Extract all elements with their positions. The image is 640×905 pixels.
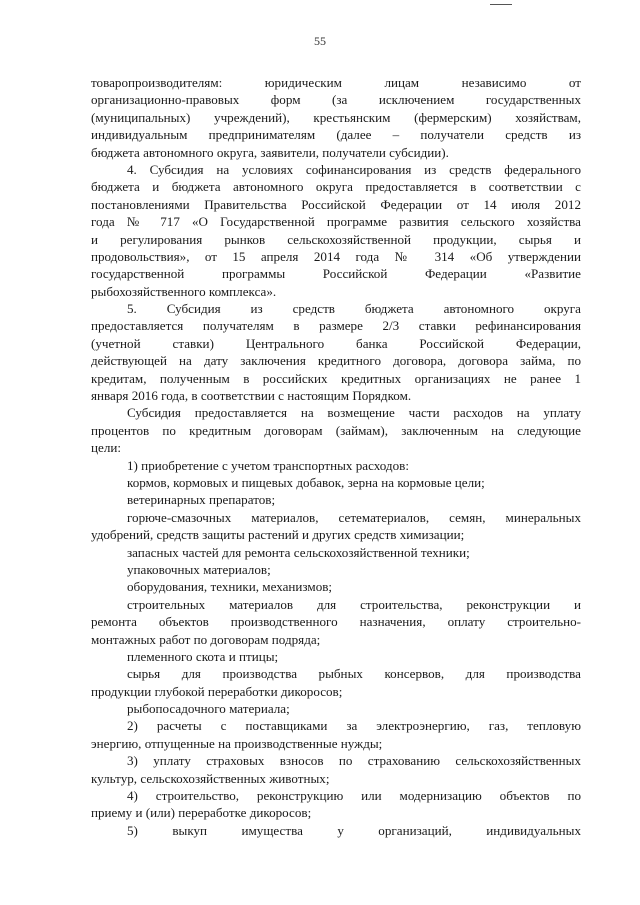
text-line: 4. Субсидия на условиях софинансирования из средств федерального bbox=[127, 161, 581, 177]
text-line: удобрений, средств защиты растений и других средств химизации; bbox=[91, 527, 465, 543]
text-line: рыбохозяйственного комплекса». bbox=[91, 283, 277, 299]
text-line: товаропроизводителям: юридическим лицам независимо от bbox=[91, 75, 581, 90]
scan-corner-mark bbox=[490, 0, 512, 5]
text-line: горюче-смазочных материалов, сетематериалов, семян, минеральных bbox=[127, 509, 581, 525]
text-line: Субсидия предоставляется на возмещение части расходов на уплату bbox=[127, 405, 581, 421]
text-line: бюджета автономного округа, заявители, получатели субсидии). bbox=[91, 144, 449, 160]
text-line: кормов, кормовых и пищевых добавок, зерна на кормовые цели; bbox=[127, 474, 485, 490]
text-line: строительных материалов для строительства, реконструкции и bbox=[127, 596, 581, 612]
text-line: кредитам, полученным в российских кредитных организациях не ранее 1 bbox=[91, 370, 581, 386]
text-line: продовольствия», от 15 апреля 2014 года № 314 «Об утверждении bbox=[91, 248, 581, 264]
text-line: постановлениями Правительства Российской Федерации от 14 июля 2012 bbox=[91, 196, 581, 212]
text-line: (муниципальных) учреждений), крестьянским (фермерским) хозяйствам, bbox=[91, 109, 581, 125]
document-body bbox=[91, 74, 581, 839]
text-line: 1) приобретение с учетом транспортных расходов: bbox=[127, 457, 409, 473]
text-line: цели: bbox=[91, 440, 121, 456]
text-line: 5. Субсидия из средств бюджета автономного округа bbox=[127, 301, 581, 317]
text-line: предоставляется получателям в размере 2/3 ставки рефинансирования bbox=[91, 318, 581, 334]
text-line: процентов по кредитным договорам (займам), заключенным на следующие bbox=[91, 422, 581, 438]
text-line: культур, сельскохозяйственных животных; bbox=[91, 770, 330, 786]
text-line: приему и (или) переработке дикоросов; bbox=[91, 805, 312, 821]
text-line: действующей на дату заключения кредитного договора, договора займа, по bbox=[91, 353, 581, 369]
text-line: 4) строительство, реконструкцию или модернизацию объектов по bbox=[127, 788, 581, 804]
text-line: энергию, отпущенные на производственные нужды; bbox=[91, 735, 383, 751]
text-line: (учетной ставки) Центрального банка Российской Федерации, bbox=[91, 335, 581, 351]
text-line: индивидуальным предпринимателям (далее – получатели средств из bbox=[91, 127, 581, 143]
text-line: племенного скота и птицы; bbox=[127, 648, 279, 664]
text-line: сырья для производства рыбных консервов, для производства bbox=[127, 666, 581, 682]
text-line: ветеринарных препаратов; bbox=[127, 492, 276, 508]
text-line: и регулирования рынков сельскохозяйственной продукции, сырья и bbox=[91, 231, 581, 247]
text-line: организационно-правовых форм (за исключением государственных bbox=[91, 92, 581, 108]
text-line: упаковочных материалов; bbox=[127, 561, 271, 577]
text-line: бюджета и бюджета автономного округа предоставляется в соответствии с bbox=[91, 179, 581, 195]
text-line: оборудования, техники, механизмов; bbox=[127, 579, 333, 595]
page-number: 55 bbox=[314, 34, 326, 48]
text-line: 3) уплату страховых взносов по страхованию сельскохозяйственных bbox=[127, 753, 581, 769]
text-line: государственной программы Российской Федерации «Развитие bbox=[91, 266, 581, 282]
text-line: рыбопосадочного материала; bbox=[127, 701, 290, 717]
text-line: монтажных работ по договорам подряда; bbox=[91, 631, 321, 647]
text-line: 2) расчеты с поставщиками за электроэнергию, газ, тепловую bbox=[127, 718, 581, 734]
text-line: продукции глубокой переработки дикоросов; bbox=[91, 683, 343, 699]
text-line: запасных частей для ремонта сельскохозяйственной техники; bbox=[127, 544, 470, 560]
text-line: января 2016 года, в соответствии с настоящим Порядком. bbox=[91, 388, 412, 404]
text-line: года № 717 «О Государственной программе развития сельского хозяйства bbox=[91, 214, 581, 230]
text-line: 5) выкуп имущества у организаций, индивидуальных bbox=[127, 822, 581, 838]
text-line: ремонта объектов производственного назначения, оплату строительно- bbox=[91, 614, 581, 630]
